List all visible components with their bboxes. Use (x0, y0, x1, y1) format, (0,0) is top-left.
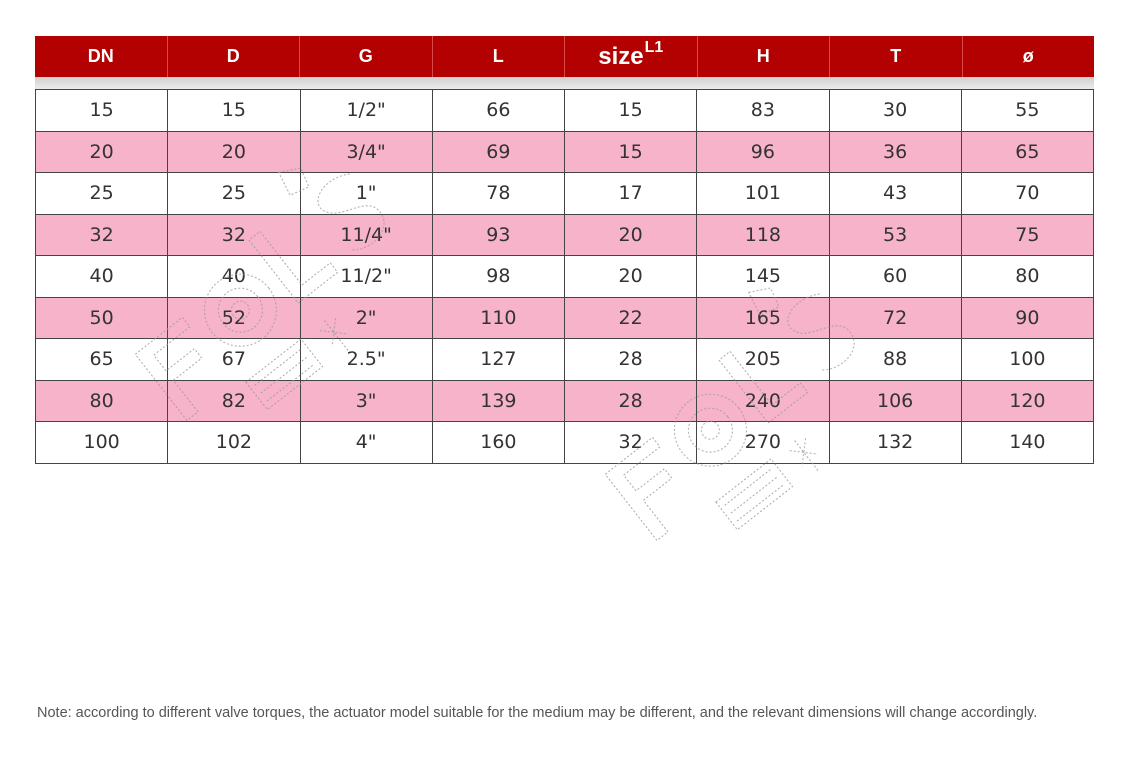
cell-l: 98 (433, 256, 565, 298)
header-l: L (433, 36, 566, 77)
cell-t: 30 (830, 90, 962, 132)
footnote: Note: according to different valve torques, the actuator model suitable for the medium may be different, and the relevant dimensions will change accordingly. (37, 705, 1038, 721)
cell-h: 270 (697, 422, 829, 464)
cell-g: 4" (301, 422, 433, 464)
table-row (36, 298, 1094, 340)
cell-g: 1" (301, 173, 433, 215)
cell-diameter: 75 (962, 215, 1094, 257)
cell-h: 165 (697, 298, 829, 340)
cell-d: 40 (168, 256, 300, 298)
cell-d: 52 (168, 298, 300, 340)
cell-l1: 20 (565, 215, 697, 257)
cell-l: 110 (433, 298, 565, 340)
table-header (35, 36, 1094, 77)
cell-h: 96 (697, 132, 829, 174)
cell-diameter: 120 (962, 381, 1094, 423)
cell-g: 3/4" (301, 132, 433, 174)
cell-l: 93 (433, 215, 565, 257)
cell-diameter: 55 (962, 90, 1094, 132)
cell-d: 32 (168, 215, 300, 257)
cell-h: 118 (697, 215, 829, 257)
cell-g: 11/4" (301, 215, 433, 257)
cell-l: 139 (433, 381, 565, 423)
cell-g: 2.5" (301, 339, 433, 381)
cell-diameter: 65 (962, 132, 1094, 174)
cell-dn: 50 (36, 298, 168, 340)
cell-dn: 80 (36, 381, 168, 423)
cell-t: 88 (830, 339, 962, 381)
cell-h: 145 (697, 256, 829, 298)
cell-t: 72 (830, 298, 962, 340)
cell-l1: 20 (565, 256, 697, 298)
cell-l1: 17 (565, 173, 697, 215)
header-h: H (698, 36, 831, 77)
header-g: G (300, 36, 433, 77)
table-body (35, 89, 1094, 464)
table-row (36, 132, 1094, 174)
cell-h: 101 (697, 173, 829, 215)
table-row (36, 173, 1094, 215)
header-size-l1 (565, 36, 698, 77)
table-row (36, 215, 1094, 257)
header-dn: DN (35, 36, 168, 77)
cell-diameter: 100 (962, 339, 1094, 381)
table-row (36, 90, 1094, 132)
cell-g: 3" (301, 381, 433, 423)
cell-d: 20 (168, 132, 300, 174)
cell-g: 2" (301, 298, 433, 340)
cell-g: 1/2" (301, 90, 433, 132)
table-row (36, 381, 1094, 423)
cell-l: 127 (433, 339, 565, 381)
cell-diameter: 140 (962, 422, 1094, 464)
cell-dn: 15 (36, 90, 168, 132)
cell-l: 66 (433, 90, 565, 132)
cell-l1: 28 (565, 381, 697, 423)
header-d: D (168, 36, 301, 77)
cell-d: 67 (168, 339, 300, 381)
table-row (36, 422, 1094, 464)
cell-l1: 15 (565, 90, 697, 132)
dimension-table (35, 36, 1094, 464)
header-diameter: ø (1022, 46, 1034, 66)
cell-t: 43 (830, 173, 962, 215)
cell-l1: 28 (565, 339, 697, 381)
cell-t: 60 (830, 256, 962, 298)
header-t: T (830, 36, 963, 77)
cell-h: 83 (697, 90, 829, 132)
cell-l: 69 (433, 132, 565, 174)
cell-g: 11/2" (301, 256, 433, 298)
cell-t: 106 (830, 381, 962, 423)
table-row (36, 256, 1094, 298)
header-size-superscript: L1 (644, 38, 664, 56)
cell-t: 36 (830, 132, 962, 174)
cell-dn: 100 (36, 422, 168, 464)
cell-d: 15 (168, 90, 300, 132)
header-size-label: size (598, 42, 644, 70)
cell-l1: 15 (565, 132, 697, 174)
cell-dn: 20 (36, 132, 168, 174)
cell-dn: 32 (36, 215, 168, 257)
cell-h: 205 (697, 339, 829, 381)
cell-d: 25 (168, 173, 300, 215)
cell-diameter: 70 (962, 173, 1094, 215)
cell-t: 53 (830, 215, 962, 257)
cell-l: 160 (433, 422, 565, 464)
cell-l: 78 (433, 173, 565, 215)
cell-d: 82 (168, 381, 300, 423)
cell-diameter: 90 (962, 298, 1094, 340)
cell-l1: 22 (565, 298, 697, 340)
cell-diameter: 80 (962, 256, 1094, 298)
cell-t: 132 (830, 422, 962, 464)
cell-h: 240 (697, 381, 829, 423)
cell-dn: 25 (36, 173, 168, 215)
cell-l1: 32 (565, 422, 697, 464)
cell-d: 102 (168, 422, 300, 464)
table-row (36, 339, 1094, 381)
cell-dn: 40 (36, 256, 168, 298)
header-separator (35, 77, 1094, 89)
cell-dn: 65 (36, 339, 168, 381)
